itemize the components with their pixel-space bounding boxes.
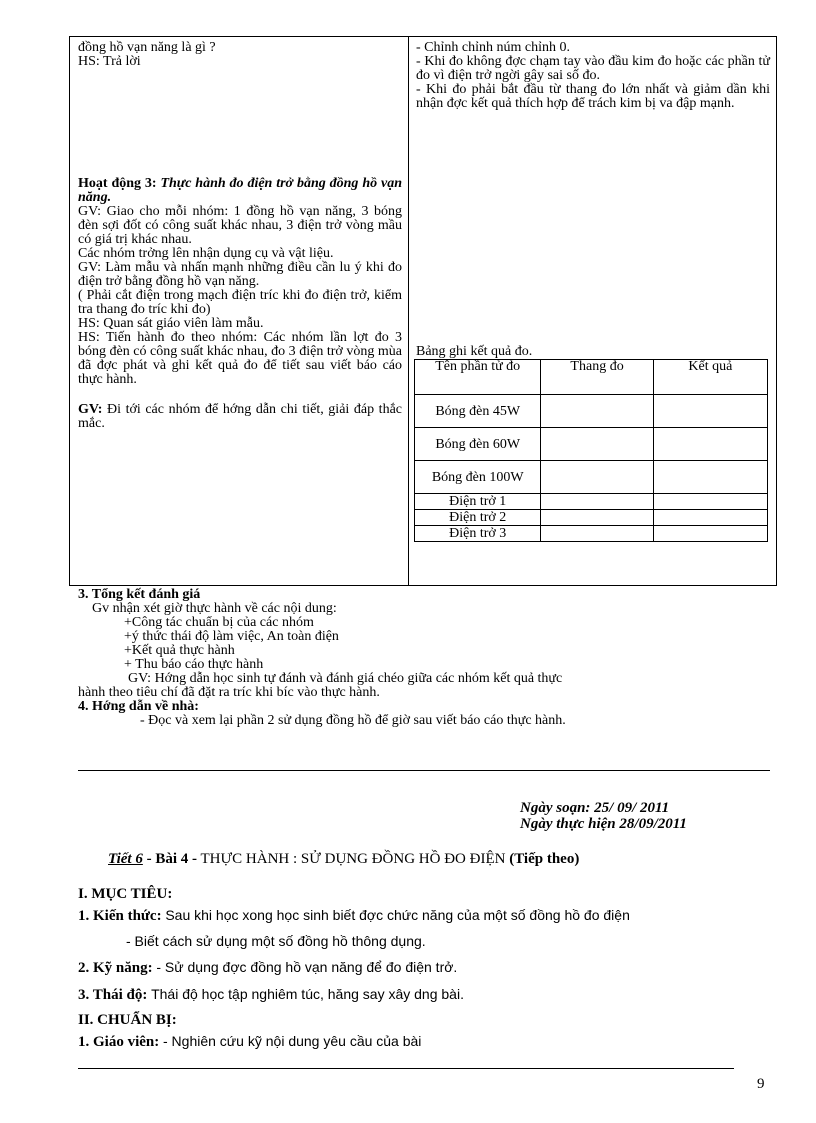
activity-title: [78, 177, 402, 205]
right-line-1: - Chỉnh chỉnh núm chỉnh 0.: [416, 40, 570, 55]
table-row: [415, 494, 768, 510]
homework-text: - Đọc và xem lại phần 2 sử dụng đồng hồ để giờ sau viết báo cáo thực hành.: [140, 713, 566, 728]
lesson-period: Tiết 6: [108, 851, 143, 867]
empty-cell: [653, 461, 767, 494]
date-taught: Ngày thực hiện 28/09/2011: [520, 816, 687, 832]
row-label: Bóng đèn 60W: [415, 428, 541, 461]
right-line-2: - Khi đo không đợc chạm tay vào đầu kim đo hoặc các phần tử đo vì điện trở ngời gây sai số đo.: [416, 54, 770, 83]
objectives-section: [78, 886, 778, 1051]
table-row: [415, 461, 768, 494]
summary-intro: Gv nhận xét giờ thực hành về các nội dung:: [92, 601, 337, 616]
table-row: [415, 510, 768, 526]
homework-heading: 4. Hớng dẫn về nhà:: [78, 699, 199, 714]
teacher-text: - Nghiên cứu kỹ nội dung yêu cầu của bài: [163, 1033, 422, 1049]
row-label: Bóng đèn 45W: [415, 395, 541, 428]
gv-instruction-3-text: Đi tới các nhóm để hớng dẫn chi tiết, giải đáp thắc mắc.: [78, 402, 402, 431]
knowledge-label: 1. Kiến thức:: [78, 908, 162, 924]
gv-instruction-3: [78, 403, 402, 431]
row-label: Điện trở 1: [415, 494, 541, 510]
summary-item: +Công tác chuẩn bị của các nhóm: [124, 615, 314, 630]
teacher-label: 1. Giáo viên:: [78, 1034, 160, 1050]
empty-cell: [541, 526, 653, 542]
lesson-title: [108, 850, 579, 868]
summary-item: +Kết quả thực hành: [124, 643, 235, 658]
table-row: [415, 526, 768, 542]
date-prepared: Ngày soạn: 25/ 09/ 2011: [520, 800, 670, 816]
row-label: Điện trở 3: [415, 526, 541, 542]
attitude: [78, 986, 778, 1004]
summary-gv: GV: Hớng dẫn học sinh tự đánh và đánh giá chéo giữa các nhóm kết quả thực: [128, 671, 563, 686]
row-label: Điện trở 2: [415, 510, 541, 526]
safety-note: ( Phải cắt điện trong mạch điện tríc khi đo điện trở, kiểm tra thang đo tríc khi đo): [78, 288, 402, 317]
table-row: [415, 428, 768, 461]
empty-cell: [653, 526, 767, 542]
skill: [78, 959, 778, 977]
right-column: [416, 41, 770, 111]
results-table: [414, 359, 768, 542]
summary-heading: 3. Tổng kết đánh giá: [78, 587, 201, 602]
header-result: Kết quả: [653, 360, 767, 395]
empty-cell: [541, 461, 653, 494]
hs-instruction-2: HS: Tiến hành đo theo nhóm: Các nhóm lần lợt đo 3 bóng đèn có công suất khác nhau, đo 3 điện trở vòng mùa đã đợc phát và ghi kết quả đo để tiết sau viết báo cáo thực hành.: [78, 330, 402, 387]
left-line-1: đồng hồ vạn năng là gì ?: [78, 40, 216, 55]
lesson-continued: (Tiếp theo): [509, 851, 580, 867]
right-line-3: - Khi đo phải bắt đầu từ thang đo lớn nhất và giảm dần khi nhận đợc kết quả thích hợp để trách kim bị va đập mạnh.: [416, 82, 770, 111]
table-row: [415, 395, 768, 428]
objectives-heading: I. MỤC TIÊU:: [78, 886, 173, 902]
activity-title-text: Thực hành đo điện trở bằng đồng hồ vạn năng.: [78, 176, 402, 205]
attitude-text: Thái độ học tập nghiêm túc, hăng say xây dng bài.: [151, 986, 464, 1002]
summary-gv-cont: hành theo tiêu chí đã đặt ra tríc khi bíc vào thực hành.: [78, 685, 380, 700]
left-column: [78, 41, 402, 69]
empty-cell: [653, 510, 767, 526]
results-header-row: [415, 360, 768, 395]
lesson-name: THỰC HÀNH : SỬ DỤNG ĐỒNG HỒ ĐO ĐIỆN: [200, 851, 506, 867]
page-number: 9: [757, 1076, 765, 1092]
table-divider: [408, 36, 409, 586]
activity-3: [78, 177, 402, 431]
gv-label: GV:: [78, 402, 103, 417]
empty-cell: [541, 395, 653, 428]
lesson-number: - Bài 4 -: [146, 851, 198, 867]
skill-text: - Sử dụng đợc đồng hồ vạn năng để đo điện trở.: [156, 959, 458, 975]
section-divider: [78, 770, 770, 771]
results-caption: Bảng ghi kết quả đo.: [416, 344, 533, 359]
groups-instruction: Các nhóm trởng lên nhận dụng cụ và vật liệu.: [78, 246, 334, 261]
header-element: Tên phần tử đo: [415, 360, 541, 395]
empty-cell: [653, 428, 767, 461]
header-range: Thang đo: [541, 360, 653, 395]
skill-label: 2. Kỹ năng:: [78, 960, 153, 976]
gv-instruction-1: GV: Giao cho mỗi nhóm: 1 đồng hồ vạn năng, 3 bóng đèn sợi đốt có công suất khác nhau, 3 điện trở vòng mầu có giá trị khác nhau.: [78, 204, 402, 247]
hs-instruction-1: HS: Quan sát giáo viên làm mẫu.: [78, 316, 264, 331]
knowledge-text: Sau khi học xong học sinh biết đợc chức năng của một số đồng hồ đo điện: [165, 907, 630, 923]
summary-section: [78, 588, 778, 728]
left-line-2: HS: Trả lời: [78, 54, 141, 69]
summary-item: +ý thức thái độ làm việc, An toàn điện: [124, 629, 339, 644]
empty-cell: [541, 494, 653, 510]
prep-teacher: [78, 1033, 778, 1051]
summary-item: + Thu báo cáo thực hành: [124, 657, 264, 672]
prep-heading: II. CHUẨN BỊ:: [78, 1012, 177, 1028]
knowledge-text-2: - Biết cách sử dụng một số đồng hồ thông dụng.: [126, 933, 426, 949]
activity-title-label: Hoạt động 3:: [78, 176, 157, 191]
dates: [520, 800, 687, 832]
attitude-label: 3. Thái độ:: [78, 987, 148, 1003]
row-label: Bóng đèn 100W: [415, 461, 541, 494]
footer-divider: [78, 1068, 734, 1069]
gv-instruction-2: GV: Làm mẫu và nhấn mạnh những điều cần lu ý khi đo điện trở bằng đồng hồ vạn năng.: [78, 260, 402, 289]
empty-cell: [653, 494, 767, 510]
empty-cell: [541, 510, 653, 526]
empty-cell: [541, 428, 653, 461]
empty-cell: [653, 395, 767, 428]
knowledge: [78, 907, 778, 925]
